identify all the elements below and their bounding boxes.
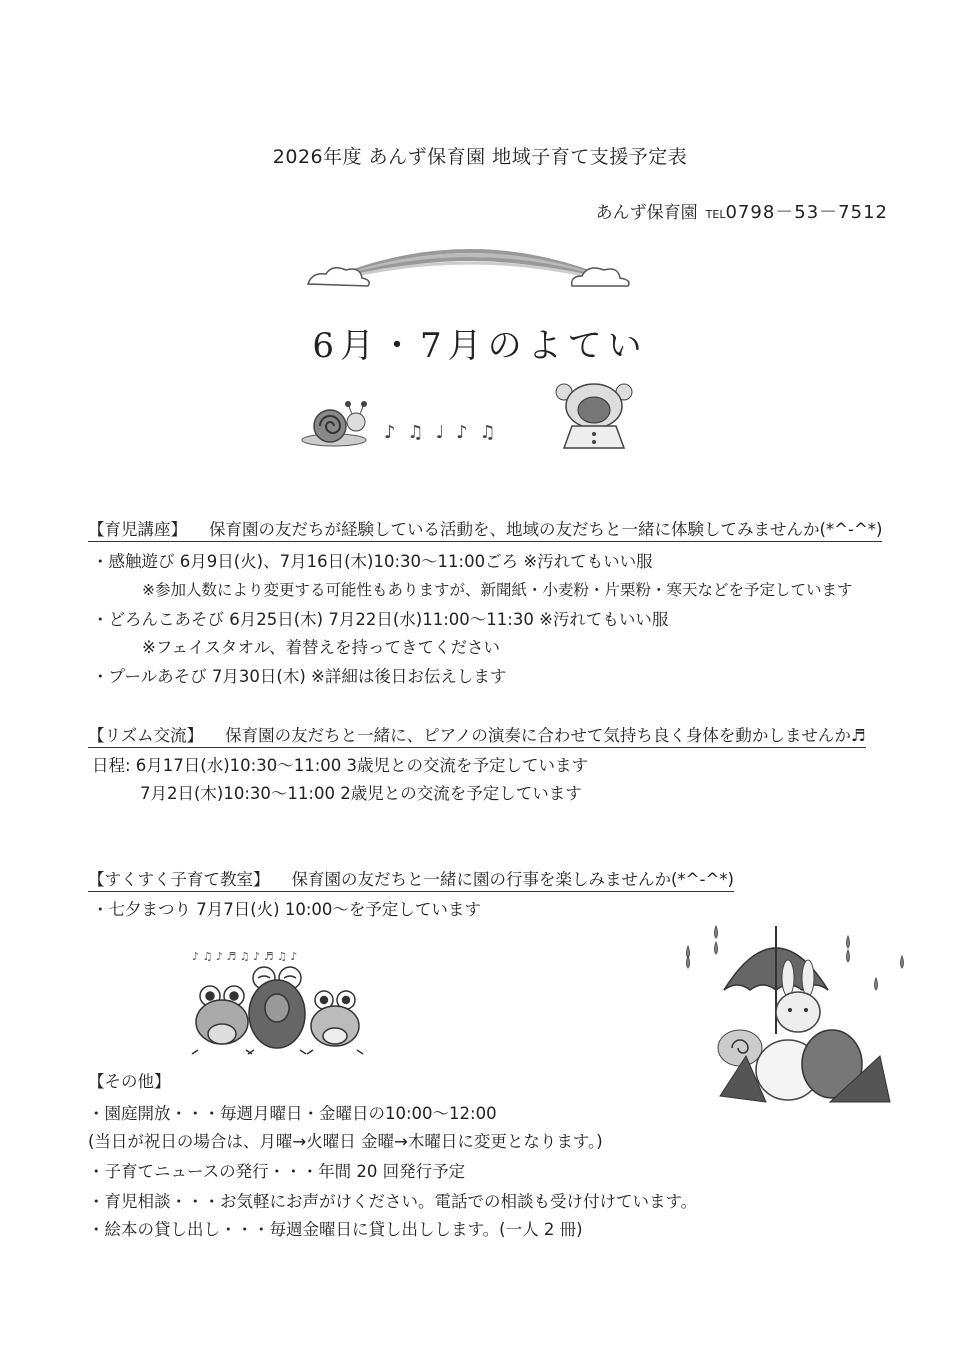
rabbit-umbrella-icon xyxy=(680,906,910,1112)
tel-number: 0798－53－7512 xyxy=(725,202,888,223)
section-other-label: 【その他】 xyxy=(88,1072,171,1091)
list-item: ※参加人数により変更する可能性もありますが、新聞紙・小麦粉・片栗粉・寒天などを予定しています xyxy=(142,581,853,599)
section-sukusuku-header xyxy=(88,866,734,892)
section-ikuji-label: 【育児講座】 xyxy=(88,520,187,539)
list-item: ・絵本の貸し出し・・・毎週金曜日に貸し出しします。(一人 2 冊) xyxy=(88,1220,583,1239)
frogs-singing-icon xyxy=(188,942,368,1058)
tel-label: TEL xyxy=(705,208,726,221)
list-item: 日程: 6月17日(水)10:30～11:00 3歳児との交流を予定しています xyxy=(92,756,589,775)
snail-icon xyxy=(300,400,380,448)
headline: 6月・7月のよてい xyxy=(312,326,648,366)
section-rhythm-lead: 保育園の友だちと一緒に、ピアノの演奏に合わせて気持ち良く身体を動かしませんか♬ xyxy=(225,726,866,745)
list-item: ・どろんこあそび 6月25日(木) 7月22日(水)11:00～11:30 ※汚れてもいい服 xyxy=(92,610,669,629)
section-sukusuku-label: 【すくすく子育て教室】 xyxy=(88,870,270,889)
music-notes-icon: ♪♫♩♪♫ xyxy=(384,422,508,443)
section-rhythm-label: 【リズム交流】 xyxy=(88,726,204,745)
section-ikuji-lead: 保育園の友だちが経験している活動を、地域の友だちと一緒に体験してみませんか(*^-^*) xyxy=(209,520,883,539)
list-item: ・七夕まつり 7月7日(火) 10:00～を予定しています xyxy=(92,900,481,919)
page-title: 2026年度 あんず保育園 地域子育て支援予定表 xyxy=(272,146,688,168)
section-rhythm-header xyxy=(88,722,866,748)
raincoat-bear-icon xyxy=(552,380,636,450)
list-item: 7月2日(木)10:30～11:00 2歳児との交流を予定しています xyxy=(140,784,582,803)
list-item: ※フェイスタオル、着替えを持ってきてください xyxy=(142,638,501,657)
svg-text:♪ ♫ ♪ ♬ ♫ ♪ ♬ ♫ ♪: ♪ ♫ ♪ ♬ ♫ ♪ ♬ ♫ ♪ xyxy=(192,950,298,963)
contact-info xyxy=(596,198,888,224)
list-item: (当日が祝日の場合は、月曜→火曜日 金曜→木曜日に変更となります。) xyxy=(88,1132,603,1151)
list-item: ・子育てニュースの発行・・・年間 20 回発行予定 xyxy=(88,1162,466,1181)
contact-name: あんず保育園 xyxy=(595,203,698,223)
section-sukusuku-lead: 保育園の友だちと一緒に園の行事を楽しみませんか(*^-^*) xyxy=(291,870,734,889)
list-item: ・育児相談・・・お気軽にお声がけください。電話での相談も受け付けています。 xyxy=(88,1192,698,1211)
section-ikuji-header xyxy=(88,516,882,542)
rainbow-icon xyxy=(300,236,640,290)
list-item: ・感触遊び 6月9日(火)、7月16日(木)10:30～11:00ごろ ※汚れてもいい服 xyxy=(92,552,653,571)
list-item: ・プールあそび 7月30日(木) ※詳細は後日お伝えします xyxy=(92,667,507,686)
list-item: ・園庭開放・・・毎週月曜日・金曜日の10:00～12:00 xyxy=(88,1104,497,1123)
